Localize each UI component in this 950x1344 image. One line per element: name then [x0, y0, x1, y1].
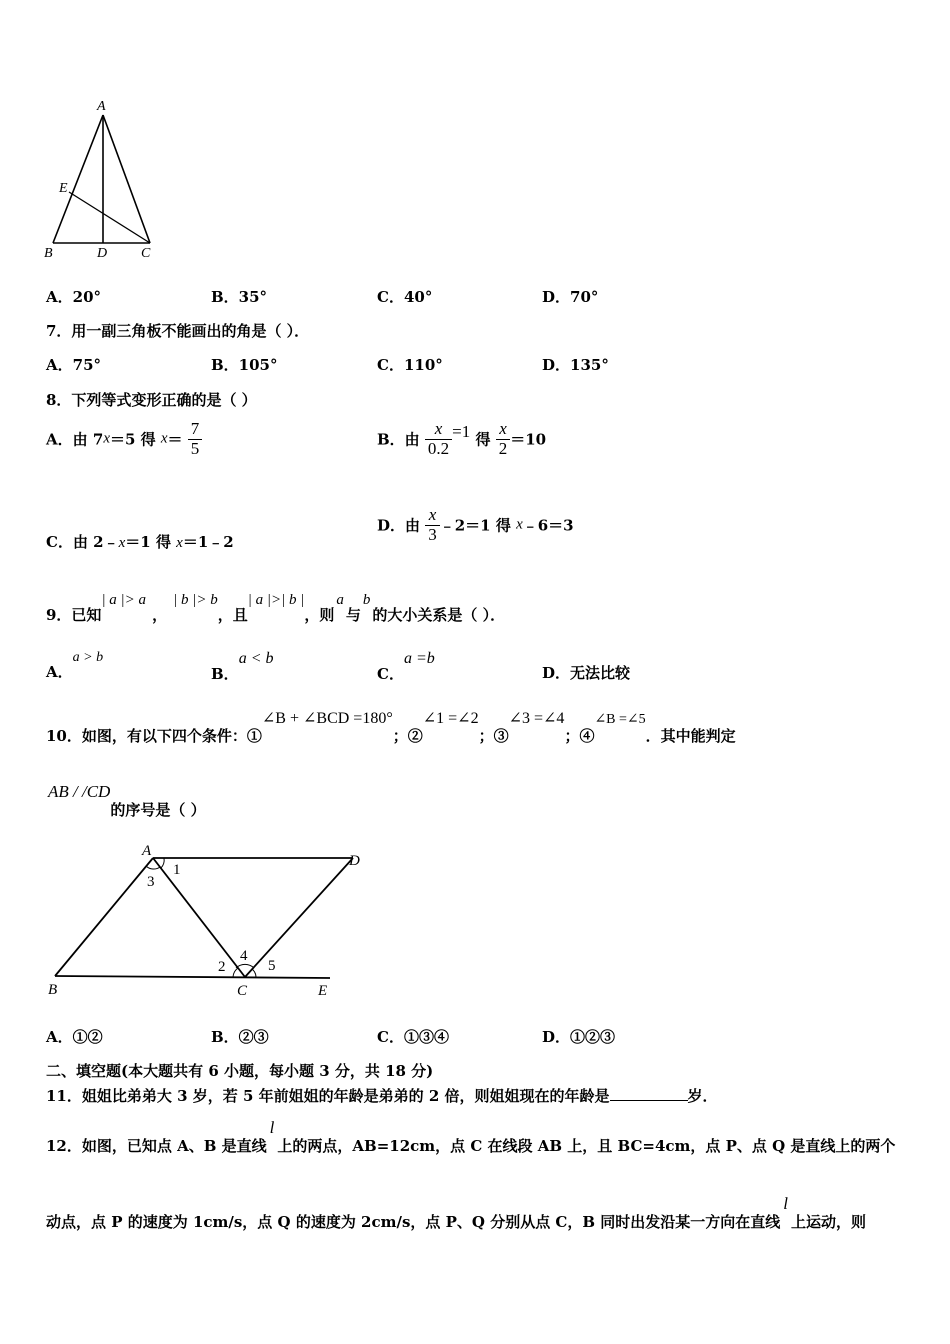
q8-option-d[interactable]: [377, 506, 574, 544]
q10-cond3: ∠3 =∠4: [508, 710, 565, 727]
q7-stem: 7．用一副三角板不能画出的角是（ ）．: [46, 322, 310, 340]
q10-sep1: ；②: [392, 727, 423, 745]
q10-stem: [46, 708, 736, 746]
q6-option-c[interactable]: C．40°: [377, 288, 433, 306]
label-4: 4: [240, 948, 248, 964]
q9-sep2: ，且: [217, 606, 248, 624]
q8d-den: 3: [425, 525, 440, 545]
q8c-var1: x: [118, 535, 126, 551]
q10-line2-text: 的序号是（ ）: [110, 801, 206, 819]
q9b-label: B．: [211, 665, 239, 683]
q8-option-b[interactable]: [377, 420, 546, 458]
q12-line2-post: 上运动，则: [791, 1213, 867, 1231]
q9b-math: a < b: [238, 650, 274, 667]
q7-option-c[interactable]: C．110°: [377, 356, 443, 374]
q9-option-a[interactable]: [46, 650, 103, 682]
q9-var-b: b: [362, 592, 371, 608]
q9-var-a: a: [336, 592, 344, 608]
q9-option-d[interactable]: D．无法比较: [542, 664, 631, 682]
label-e: E: [59, 181, 68, 196]
q9-sep1: ，: [152, 606, 168, 624]
q12-line2-pre: 动点，点 P 的速度为 1cm/s，点 Q 的速度为 2cm/s，点 P、Q 分别从点 C，B 同时出发沿某一方向在直线: [46, 1213, 781, 1231]
q12-var-l: l: [269, 1118, 275, 1137]
q8b-eq1: =1: [452, 422, 471, 442]
q9-option-c[interactable]: [377, 650, 435, 684]
line-ab: [55, 858, 153, 976]
q9-stem: [46, 592, 505, 625]
parallelogram-figure: [40, 838, 375, 1003]
q8c-var2: x: [176, 535, 183, 551]
q8-stem: 8．下列等式变形正确的是（ ）: [46, 391, 257, 409]
arc-angle-1: [161, 858, 164, 868]
q8a-var1: x: [103, 430, 110, 447]
q10-option-a[interactable]: A．①②: [46, 1028, 103, 1046]
q8c-text2: ＝1 得: [125, 533, 177, 551]
q6-option-d[interactable]: D．70°: [542, 288, 599, 306]
q10-sep2: ；③: [478, 727, 509, 745]
q10-option-d[interactable]: D．①②③: [542, 1028, 616, 1046]
q8b-den2: 2: [496, 439, 511, 459]
q9-pre: 9．已知: [46, 606, 102, 624]
q12-line2: [46, 1194, 866, 1232]
arc-angle-5: [252, 969, 256, 977]
label-1: 1: [173, 862, 181, 878]
q11-pre: 11．姐姐比弟弟大 3 岁，若 5 年前姐姐的年龄是弟弟的 2 倍，则姐姐现在的年龄是: [46, 1087, 610, 1105]
label-e: E: [318, 983, 328, 999]
q8b-num1: x: [434, 419, 443, 438]
section2-heading: 二、填空题(本大题共有 6 小题，每小题 3 分，共 18 分): [46, 1062, 434, 1080]
q10-cond2: ∠1 =∠2: [422, 710, 479, 727]
side-ab: [53, 115, 103, 243]
side-ac: [103, 115, 150, 243]
q7-option-a[interactable]: A．75°: [46, 356, 102, 374]
q10-cond1: ∠B + ∠BCD =180°: [261, 710, 393, 727]
label-2: 2: [218, 959, 226, 975]
q10-post: ．其中能判定: [645, 727, 736, 745]
q9-and: 与: [345, 606, 361, 624]
q8a-num: 7: [190, 419, 200, 438]
label-b: B: [44, 246, 53, 261]
q12-var-l2: l: [783, 1194, 788, 1213]
q8d-fraction: [425, 506, 440, 544]
triangle-figure: [40, 95, 165, 265]
q9-post: 的大小关系是（ ）．: [372, 606, 506, 624]
q7-option-b[interactable]: B．105°: [211, 356, 278, 374]
label-d: D: [349, 853, 360, 869]
q8b-num2: x: [499, 419, 507, 438]
q10-sep3: ；④: [564, 727, 595, 745]
q8d-num: x: [428, 505, 437, 524]
q8a-pre: A．由 7: [46, 430, 104, 449]
arc-angle-3: [146, 866, 160, 869]
q8c-text1: C．由 2﹣: [46, 533, 119, 551]
q8a-var2: x: [160, 430, 168, 447]
q9a-math: a > b: [72, 650, 104, 665]
q9c-label: C．: [377, 665, 404, 683]
label-a: A: [142, 843, 152, 859]
label-d: D: [97, 246, 108, 261]
q11-answer-blank[interactable]: [610, 1086, 688, 1101]
q10-option-b[interactable]: B．②③: [211, 1028, 269, 1046]
q12-line1-pre: 12．如图，已知点 A、B 是直线: [46, 1137, 267, 1155]
q8b-den1: 0.2: [425, 439, 452, 459]
q8a-fraction: [188, 420, 203, 458]
label-5: 5: [268, 958, 276, 974]
q11: [46, 1085, 718, 1106]
label-c: C: [237, 983, 248, 999]
q8d-text1: ﹣2＝1 得: [439, 516, 517, 535]
line-cd: [245, 858, 353, 977]
q9-sep3: ，则: [304, 606, 335, 624]
q6-option-b[interactable]: B．35°: [211, 288, 268, 306]
q10-line2: [48, 782, 206, 820]
q8a-mid: ＝5 得: [109, 430, 161, 449]
q9-cond3: | a |>| b |: [247, 592, 305, 608]
label-c: C: [141, 246, 151, 261]
q11-post: 岁．: [687, 1087, 718, 1105]
line-ac: [153, 858, 245, 977]
q9a-label: A．: [46, 663, 73, 681]
label-3: 3: [147, 874, 155, 890]
q12-line1: [46, 1118, 895, 1156]
line-be: [55, 976, 330, 978]
q8b-fraction1: [425, 420, 452, 458]
q10-parallel: AB / /CD: [48, 782, 111, 801]
q7-option-d[interactable]: D．135°: [542, 356, 609, 374]
q8-option-c[interactable]: [46, 531, 234, 552]
q8d-pre: D．由: [377, 516, 426, 535]
q8a-eq: ＝: [167, 430, 183, 449]
q12-line1-post: 上的两点，AB=12cm，点 C 在线段 AB 上，且 BC=4cm，点 P、点 Q 是直线上的两个: [277, 1137, 896, 1155]
label-a: A: [97, 99, 106, 114]
q10-pre: 10．如图，有以下四个条件：①: [46, 727, 262, 745]
segment-ec: [69, 192, 150, 243]
q8b-mid: 得: [475, 430, 496, 449]
q8b-fraction2: [496, 420, 511, 458]
q9-cond1: | a |> a: [101, 592, 147, 608]
label-b: B: [48, 982, 58, 998]
q8-option-a[interactable]: [46, 420, 202, 458]
q9-cond2: | b |> b: [173, 592, 218, 608]
q10-option-c[interactable]: C．①③④: [377, 1028, 449, 1046]
q10-cond4: ∠B =∠5: [594, 712, 646, 727]
arc-angle-2: [233, 968, 238, 977]
q8c-text3: ＝1﹣2: [182, 533, 234, 551]
q9-option-b[interactable]: [211, 650, 273, 684]
q6-option-a[interactable]: A．20°: [46, 288, 102, 306]
q8b-post: ＝10: [510, 430, 547, 449]
q8a-den: 5: [188, 439, 203, 459]
q8d-var: x: [516, 516, 523, 533]
q9c-math: a =b: [403, 650, 435, 667]
q8b-pre: B．由: [377, 430, 425, 449]
q8d-text2: ﹣6＝3: [522, 516, 574, 535]
